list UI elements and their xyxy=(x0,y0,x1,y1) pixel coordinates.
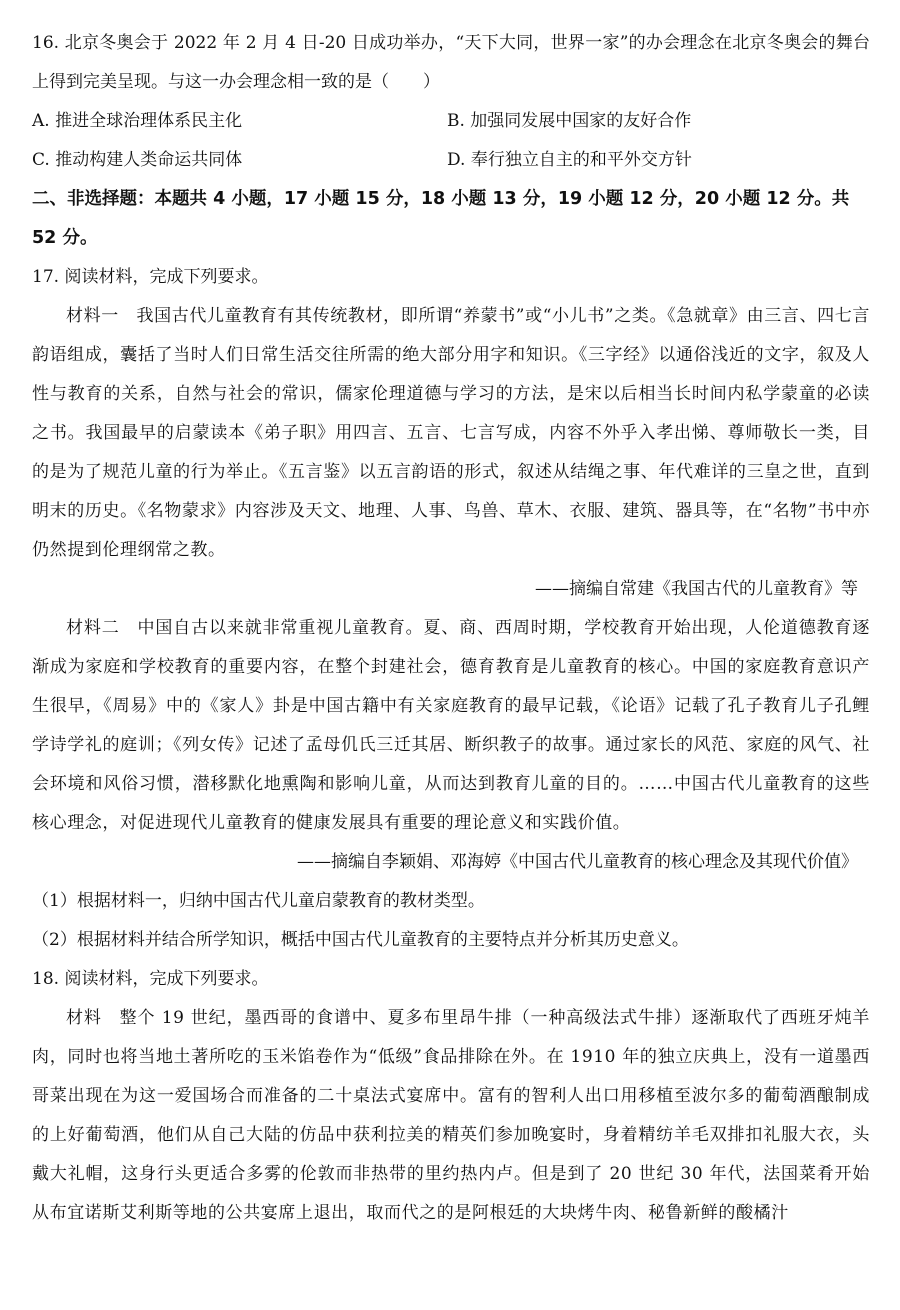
option-c: C. 推动构建人类命运共同体 xyxy=(32,150,243,170)
question-17-requirement-1: （1）根据材料一，归纳中国古代儿童启蒙教育的教材类型。 xyxy=(32,891,485,911)
option-b: B. 加强同发展中国家的友好合作 xyxy=(447,111,692,131)
question-17-source-1: ——摘编自常建《我国古代的儿童教育》等 xyxy=(535,579,858,599)
section-2-title: 二、非选择题：本题共 4 小题，17 小题 15 分，18 小题 13 分，19 小题 12 分，20 小题 12 分。共 52 分。 xyxy=(32,189,850,248)
question-18-intro: 18. 阅读材料，完成下列要求。 xyxy=(32,969,269,989)
question-17-material-1: 材料一 我国古代儿童教育有其传统教材，即所谓“养蒙书”或“小儿书”之类。《急就章》由三言、四七言韵语组成，囊括了当时人们日常生活交往所需的绝大部分用字和知识。《三字经》以通俗浅近的文字，叙及人性与教育的关系，自然与社会的常识，儒家伦理道德与学习的方法，是宋以后相当长时间内私学蒙童的必读之书。我国最早的启蒙读本《弟子职》用四言、五言、七言写成，内容不外乎入孝出悌、尊师敬长一类，目的是为了规范儿童的行为举止。《五言鉴》以五言韵语的形式，叙述从结绳之事、年代难详的三皇之世，直到明末的历史。《名物蒙求》内容涉及天文、地理、人事、鸟兽、草木、衣服、建筑、器具等，在“名物”书中亦仍然提到伦理纲常之教。 xyxy=(32,306,870,560)
question-16 xyxy=(32,24,870,180)
question-16-stem: 16. 北京冬奥会于 2022 年 2 月 4 日-20 日成功举办，“天下大同，世界一家”的办会理念在北京冬奥会的舞台上得到完美呈现。与这一办会理念相一致的是（ ） xyxy=(32,33,870,92)
question-17-source-2: ——摘编自李颖娟、邓海婷《中国古代儿童教育的核心理念及其现代价值》 xyxy=(297,852,858,872)
question-18 xyxy=(32,960,870,1233)
question-17-requirement-2: （2）根据材料并结合所学知识，概括中国古代儿童教育的主要特点并分析其历史意义。 xyxy=(32,930,689,950)
option-d: D. 奉行独立自主的和平外交方针 xyxy=(447,150,692,170)
question-17 xyxy=(32,258,870,960)
question-17-intro: 17. 阅读材料，完成下列要求。 xyxy=(32,267,269,287)
question-17-material-2: 材料二 中国自古以来就非常重视儿童教育。夏、商、西周时期，学校教育开始出现，人伦道德教育逐渐成为家庭和学校教育的重要内容，在整个封建社会，德育教育是儿童教育的核心。中国的家庭教育意识产生很早，《周易》中的《家人》卦是中国古籍中有关家庭教育的最早记载，《论语》记载了孔子教育儿子孔鲤学诗学礼的庭训；《列女传》记述了孟母仉氏三迁其居、断织教子的故事。通过家长的风范、家庭的风气、社会环境和风俗习惯，潜移默化地熏陶和影响儿童，从而达到教育儿童的目的。……中国古代儿童教育的这些核心理念，对促进现代儿童教育的健康发展具有重要的理论意义和实践价值。 xyxy=(32,618,870,833)
question-18-material: 材料 整个 19 世纪，墨西哥的食谱中、夏多布里昂牛排（一种高级法式牛排）逐渐取代了西班牙炖羊肉，同时也将当地土著所吃的玉米馅卷作为“低级”食品排除在外。在 1910 年的独立庆典上，没有一道墨西哥菜出现在为这一爱国场合而准备的二十桌法式宴席中。富有的智利人出口用移植至波尔多的葡萄酒酿制成的上好葡萄酒，他们从自己大陆的仿品中获利拉美的精英们参加晚宴时，身着精纺羊毛双排扣礼服大衣，头戴大礼帽，这身行头更适合多雾的伦敦而非热带的里约热内卢。但是到了 20 世纪 30 年代，法国菜肴开始从布宜诺斯艾利斯等地的公共宴席上退出，取而代之的是阿根廷的大块烤牛肉、秘鲁新鲜的酸橘汁 xyxy=(32,1008,870,1223)
question-16-options xyxy=(32,102,870,180)
option-a: A. 推进全球治理体系民主化 xyxy=(32,111,243,131)
